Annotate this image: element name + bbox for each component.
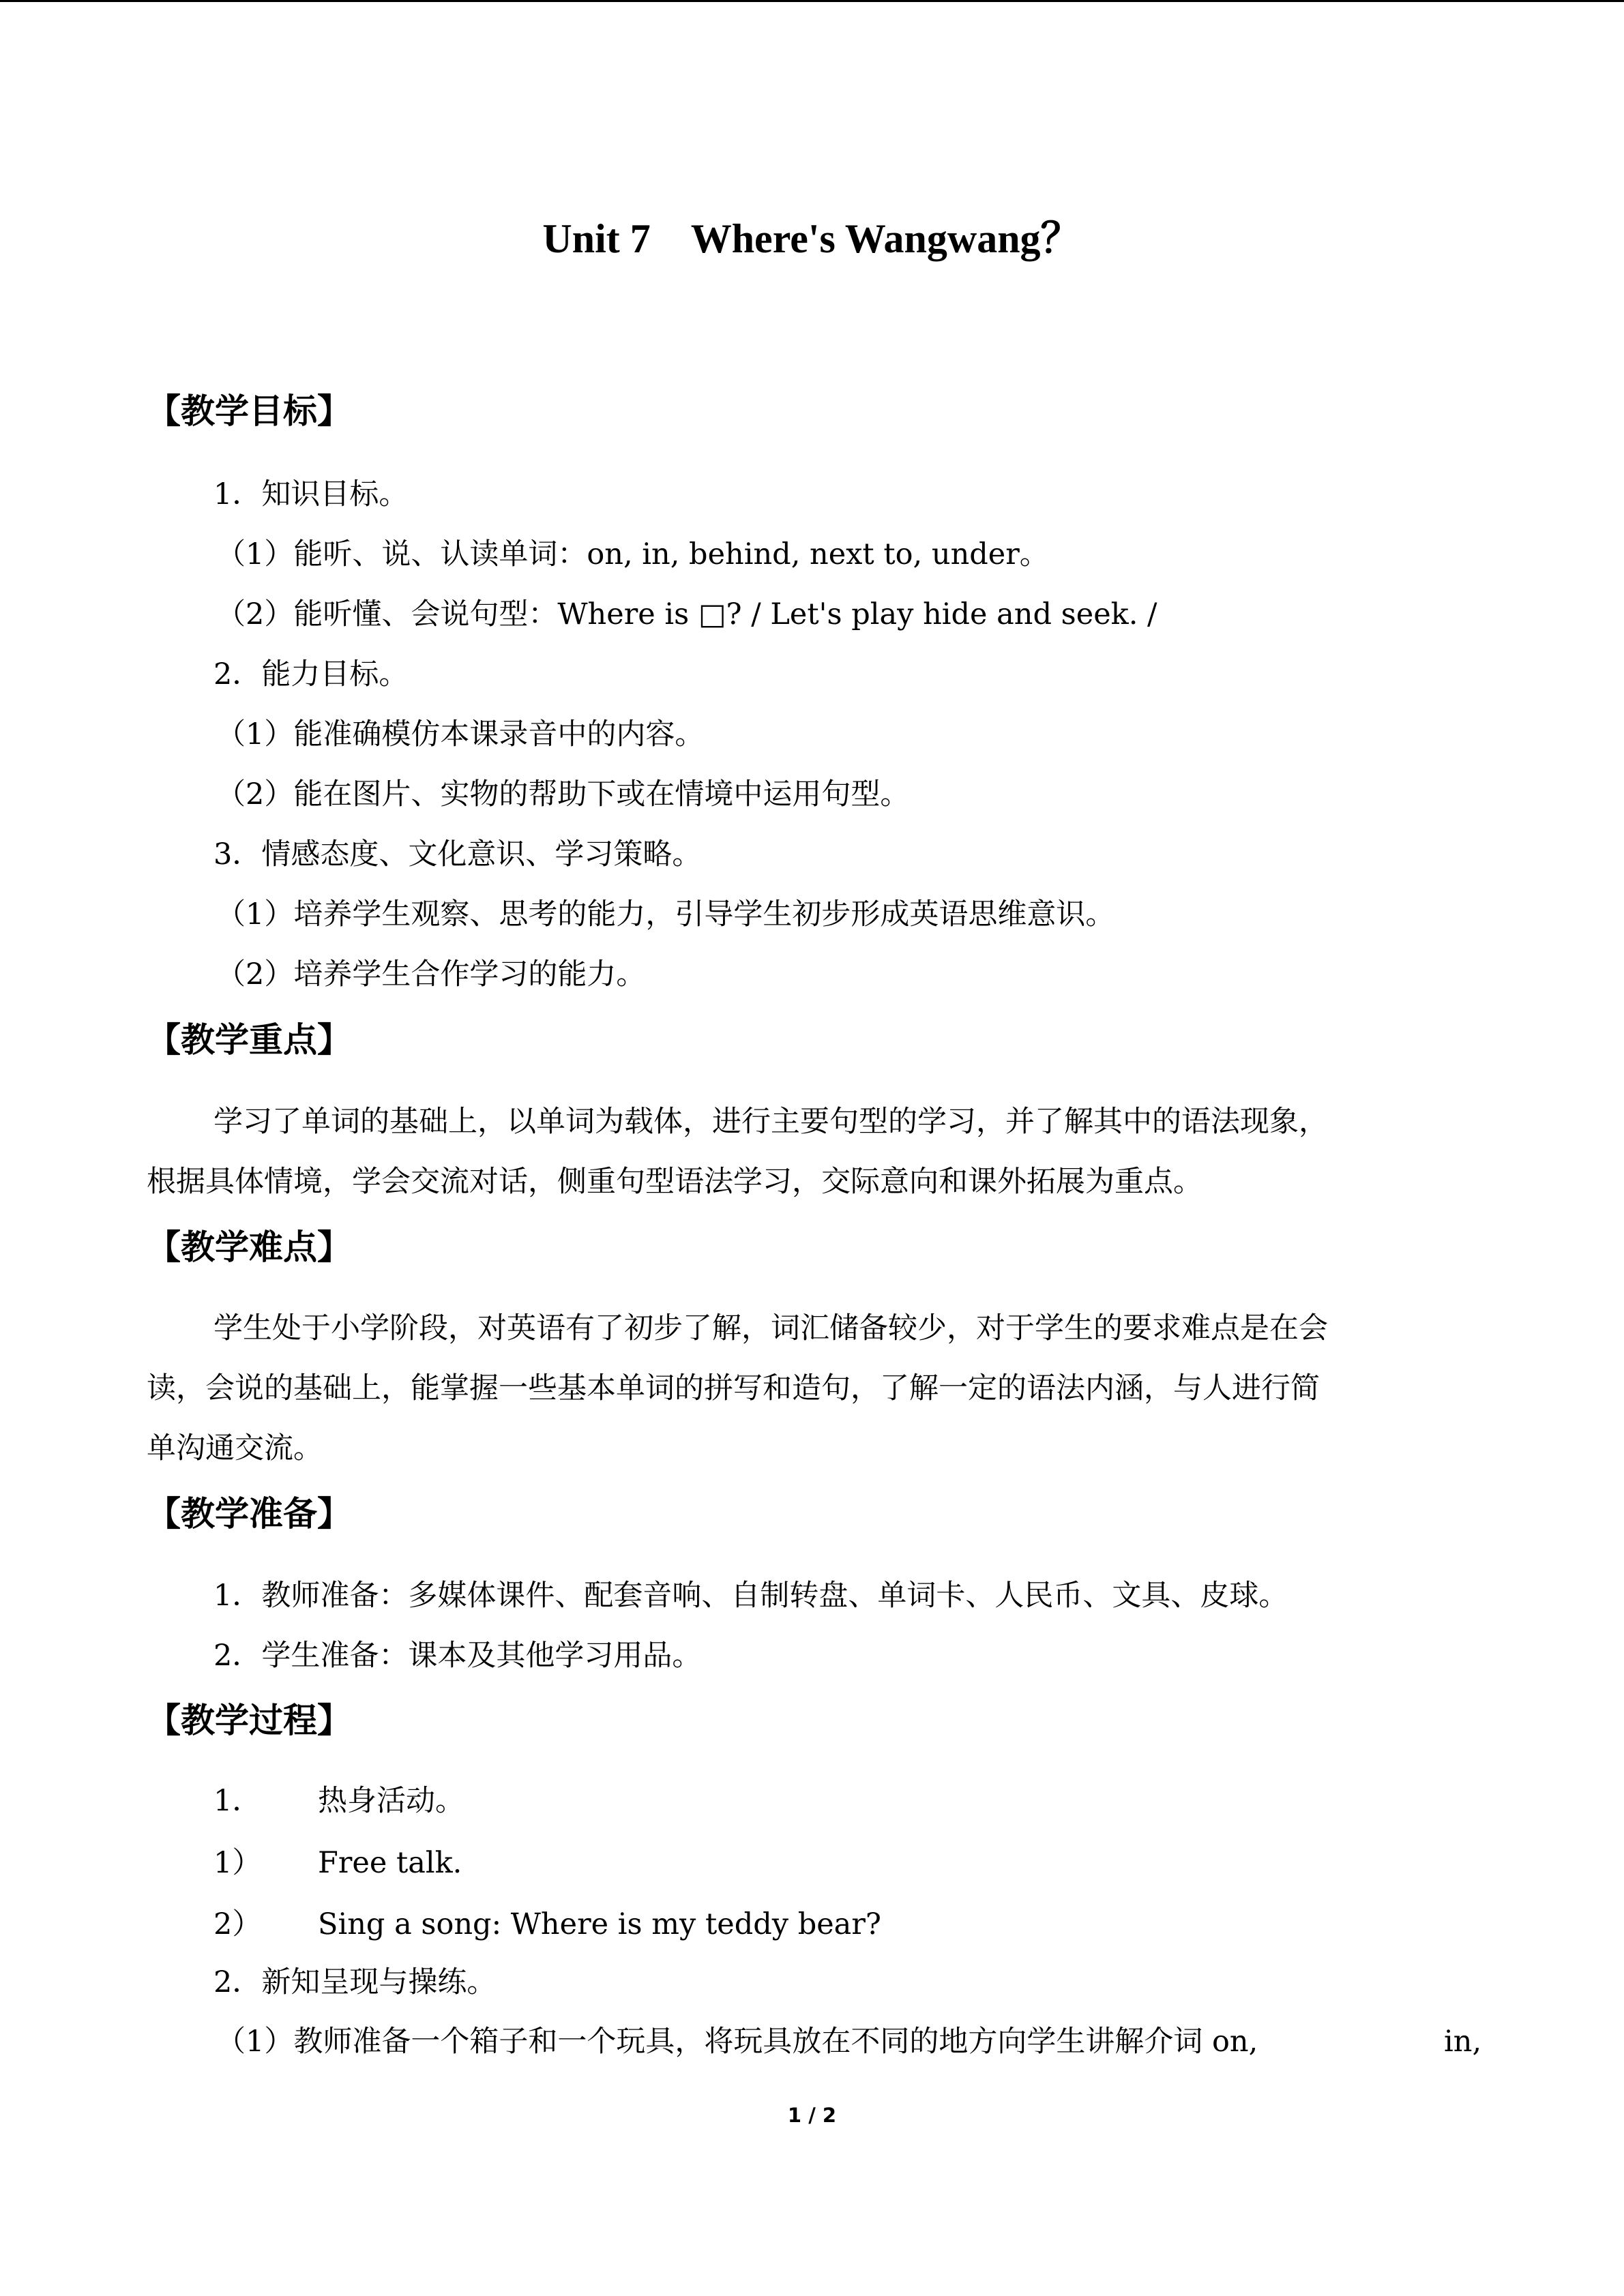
- process-line: 2．新知呈现与操练。: [213, 1965, 497, 1999]
- objective-line: 2．能力目标。: [213, 657, 409, 691]
- process-item-label: 1）: [213, 1846, 262, 1880]
- difficulties-line: 单沟通交流。: [147, 1431, 323, 1465]
- preparation-line: 1．教师准备：多媒体课件、配套音响、自制转盘、单词卡、人民币、文具、皮球。: [213, 1579, 1288, 1613]
- objective-line: （1）培养学生观察、思考的能力，引导学生初步形成英语思维意识。: [216, 897, 1115, 931]
- process-item-text: 热身活动。: [318, 1784, 464, 1818]
- document-title: Unit 7 Where's Wangwang？: [542, 216, 1082, 261]
- process-item-text: Sing a song: Where is my teddy bear?: [318, 1907, 881, 1941]
- difficulties-line: 学生处于小学阶段，对英语有了初步了解，词汇储备较少，对于学生的要求难点是在会: [213, 1311, 1328, 1345]
- process-line-tail: in,: [1444, 2025, 1482, 2059]
- section-heading-objectives: 【教学目标】: [147, 391, 351, 431]
- objective-line: （1）能准确模仿本课录音中的内容。: [216, 717, 705, 751]
- objective-line: （2）能在图片、实物的帮助下或在情境中运用句型。: [216, 777, 910, 811]
- page-number: 1 / 2: [787, 2104, 837, 2127]
- objective-line: 3．情感态度、文化意识、学习策略。: [213, 837, 702, 871]
- process-item-label: 1．: [213, 1784, 262, 1818]
- key-points-line: 学习了单词的基础上，以单词为载体，进行主要句型的学习，并了解其中的语法现象，: [213, 1105, 1328, 1139]
- process-item-text: Free talk.: [318, 1846, 462, 1880]
- process-line: （1）教师准备一个箱子和一个玩具，将玩具放在不同的地方向学生讲解介词 on,: [216, 2025, 1258, 2059]
- objective-line: （2）培养学生合作学习的能力。: [216, 957, 646, 992]
- section-heading-process: 【教学过程】: [147, 1701, 351, 1740]
- objective-line: （2）能听懂、会说句型：Where is □? / Let's play hide and seek. /: [216, 597, 1157, 631]
- process-item-label: 2）: [213, 1907, 262, 1941]
- difficulties-line: 读，会说的基础上，能掌握一些基本单词的拼写和造句，了解一定的语法内涵，与人进行简: [147, 1371, 1320, 1405]
- section-heading-difficulties: 【教学难点】: [147, 1227, 351, 1267]
- preparation-line: 2．学生准备：课本及其他学习用品。: [213, 1639, 702, 1673]
- top-border: [0, 0, 1624, 2]
- objective-line: （1）能听、说、认读单词：on, in, behind, next to, under。: [216, 537, 1049, 571]
- section-heading-preparation: 【教学准备】: [147, 1494, 351, 1534]
- objective-line: 1．知识目标。: [213, 477, 409, 511]
- section-heading-key-points: 【教学重点】: [147, 1020, 351, 1060]
- key-points-line: 根据具体情境，学会交流对话，侧重句型语法学习，交际意向和课外拓展为重点。: [147, 1165, 1202, 1199]
